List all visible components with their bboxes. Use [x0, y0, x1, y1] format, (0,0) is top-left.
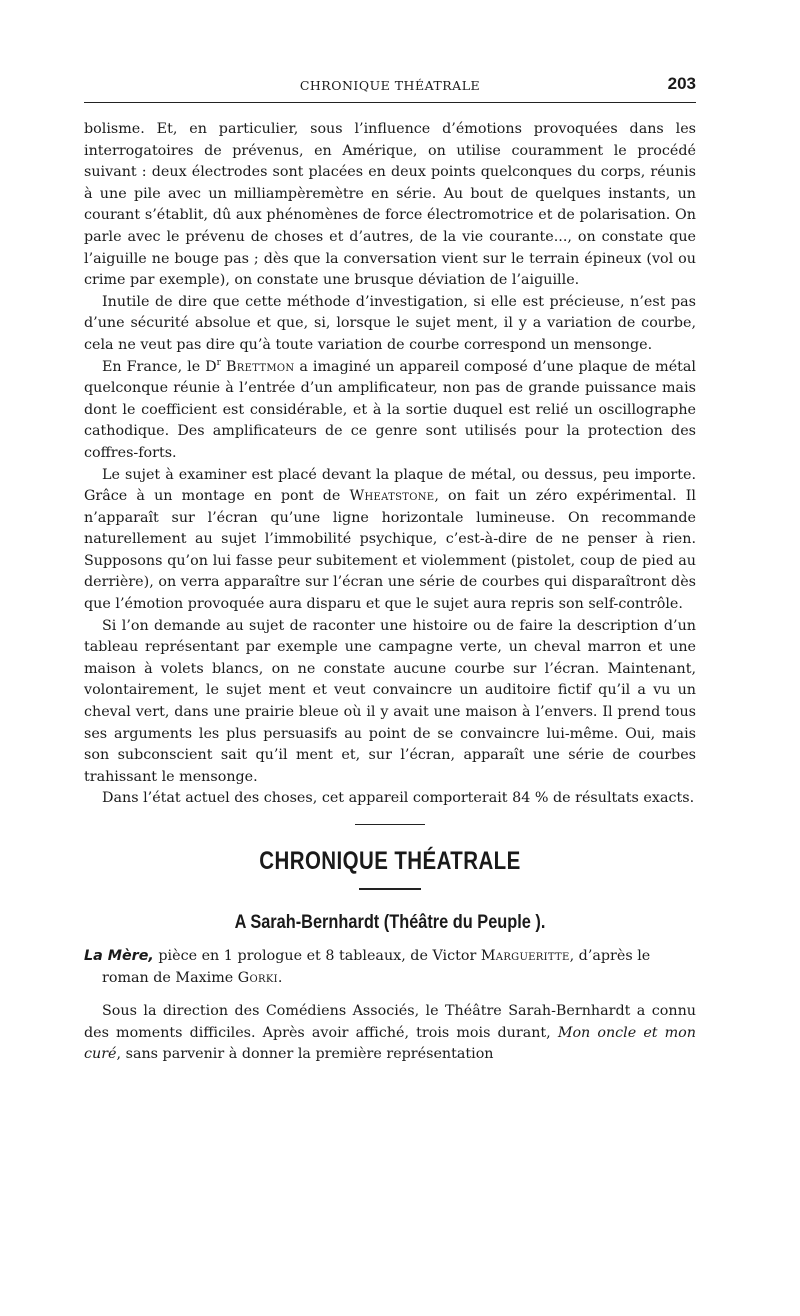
- novelist-name: Gorki: [237, 969, 278, 986]
- superscript: r: [216, 357, 221, 368]
- section-divider: [355, 824, 425, 825]
- paragraph: Inutile de dire que cette méthode d’investigation, si elle est précieuse, n’est pas d’une sécurité absolue et que, si, lorsque le sujet ment, il y a variation de courbe, cela ne veut pas dire qu’à toute variation de courbe correspond un mensonge.: [84, 293, 696, 353]
- article-body: [84, 119, 696, 810]
- venue-heading: A Sarah-Bernhardt (Théâtre du Peuple ).: [234, 912, 546, 933]
- text-run: En France, le D: [102, 358, 217, 375]
- text-run: , sans parvenir à donner la première représentation: [116, 1046, 494, 1063]
- text-run: .: [277, 969, 283, 986]
- paragraph: bolisme. Et, en particulier, sous l’influence d’émotions provoquées dans les interrogatoires de prévenus, en Amérique, on utilise couramment le procédé suivant : deux électrodes sont placées en deux points quelconques du corps, réunis à une pile avec un milliampèremètre en série. Au bout de quelques instants, un courant s’établit, dû aux phénomènes de force électromotrice et de polarisation. On parle avec le prévenu de choses et d’autres, de la vie courante..., on constate que l’aiguille ne bouge pas ; dès que la conversation vient sur le terrain épineux (vol ou crime par exemple), on constate une brusque déviation de l’aiguille.: [84, 121, 696, 289]
- paragraph: [84, 465, 696, 616]
- person-name: Wheatstone: [349, 488, 435, 505]
- play-reference: Mon oncle et mon curé: [84, 1024, 696, 1063]
- paragraph: Si l’on demande au sujet de raconter une histoire ou de faire la description d’un tableau représentant par exemple une campagne verte, un cheval marron et une maison à volets blancs, on ne constate aucune courbe sur l’écran. Maintenant, volontairement, le sujet ment et veut convaincre un auditoire fictif qu’il a vu un cheval vert, dans une prairie bleue où il y avait une maison à l’envers. Il prend tous ses arguments les plus persuasifs au point de se convaincre lui-même. Oui, mais son subconscient sait qu’il ment et, sur l’écran, apparaît une série de courbes trahissant le mensonge.: [84, 617, 696, 785]
- text-run: , on fait un zéro expérimental. Il n’apparaît sur l’écran qu’une ligne horizontale lumineuse. On recommande naturellement au sujet l’immobilité psychique, c’est-à-dire de ne penser à rien. Supposons qu’on lui fasse peur subitement et violemment (pistolet, coup de pied au derrière), on verra apparaître sur l’écran une série de courbes qui disparaîtront dès que l’émotion provoquée aura disparu et que le sujet aura repris son self-contrôle.: [84, 488, 696, 613]
- play-info: [84, 946, 696, 989]
- title-rule: [359, 888, 421, 890]
- person-name: Brettmon: [225, 358, 295, 375]
- running-title: CHRONIQUE THÉATRALE: [299, 78, 481, 93]
- paragraph: [84, 1001, 696, 1066]
- play-title: La Mère,: [84, 948, 154, 964]
- paragraph: [84, 357, 696, 465]
- text-run: Le sujet à examiner est placé devant la plaque de métal, ou dessus, peu importe. Grâce à un montage en pont de: [84, 466, 696, 505]
- author-name: Margueritte: [480, 948, 570, 964]
- review-body: [84, 1001, 696, 1066]
- running-header: [84, 72, 696, 103]
- text-run: Sous la direction des Comédiens Associés, le Théâtre Sarah-Bernhardt a connu des moments difficiles. Après avoir affiché, trois mois durant,: [84, 1003, 696, 1041]
- section-title: CHRONIQUE THÉATRALE: [259, 847, 521, 875]
- text-run: a imaginé un appareil composé d’une plaque de métal quelconque réunie à l’entrée d’un amplificateur, non pas de grande puissance mais dont le coefficient est considérable, et à la sortie duquel est relié un oscillographe cathodique. Des amplificateurs de ce genre sont utilisés pour la protection des coffres-forts.: [84, 358, 696, 461]
- paragraph: Dans l’état actuel des choses, cet appareil comporterait 84 % de résultats exacts.: [102, 790, 695, 807]
- text-run: pièce en 1 prologue et 8 tableaux, de Victor: [153, 948, 481, 964]
- text-run: , d’après le roman de Maxime: [102, 948, 651, 986]
- page-number: 203: [667, 74, 696, 93]
- page: [84, 72, 696, 1066]
